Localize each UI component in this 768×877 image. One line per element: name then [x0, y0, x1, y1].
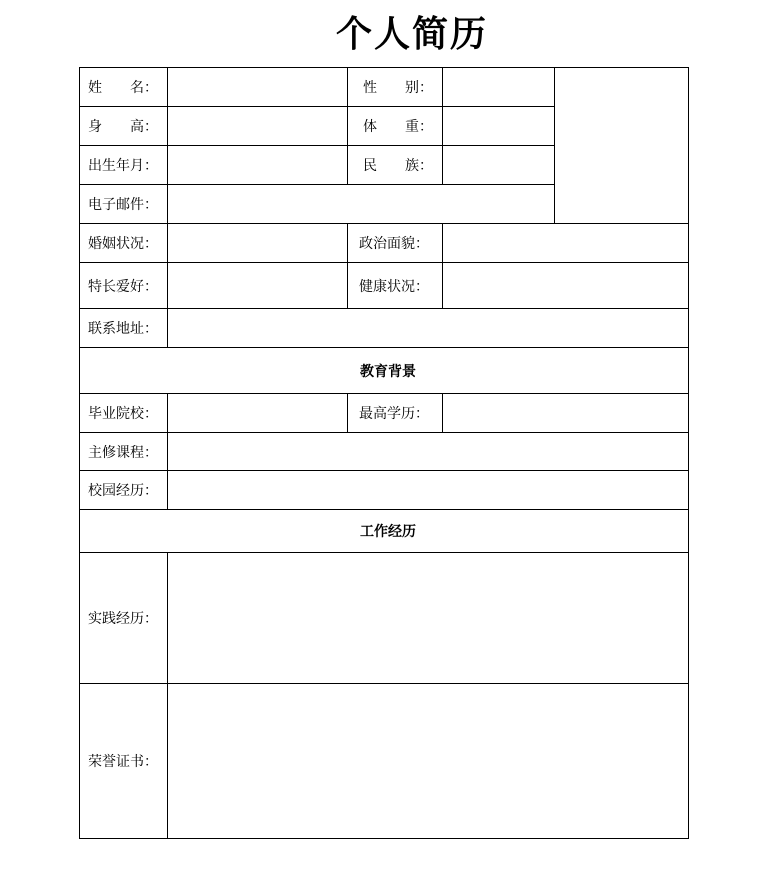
value-honors[interactable]: [168, 684, 689, 839]
value-marital[interactable]: [168, 224, 348, 263]
label-degree: 最高学历：: [348, 394, 443, 433]
row-section-education: [80, 348, 689, 394]
label-address: 联系地址：: [80, 309, 168, 348]
label-campus: 校园经历：: [80, 471, 168, 510]
value-birth[interactable]: [168, 146, 348, 185]
value-email[interactable]: [168, 185, 555, 224]
label-honors: 荣誉证书：: [80, 684, 168, 839]
value-weight[interactable]: [443, 107, 555, 146]
row-honors: [80, 684, 689, 839]
label-email: 电子邮件：: [80, 185, 168, 224]
label-ethnicity: 民 族：: [348, 146, 443, 185]
row-name-gender: [80, 68, 689, 107]
label-gender: 性 别：: [348, 68, 443, 107]
row-campus: [80, 471, 689, 510]
row-address: [80, 309, 689, 348]
label-political: 政治面貌：: [348, 224, 443, 263]
label-hobbies: 特长爱好：: [80, 263, 168, 309]
label-height: 身 高：: [80, 107, 168, 146]
label-major-courses: 主修课程：: [80, 433, 168, 471]
page-title: 个人简历: [335, 13, 488, 55]
row-major-courses: [80, 433, 689, 471]
resume-table: [79, 67, 689, 839]
row-hobbies-health: [80, 263, 689, 309]
value-campus[interactable]: [168, 471, 689, 510]
value-political[interactable]: [443, 224, 689, 263]
value-address[interactable]: [168, 309, 689, 348]
value-degree[interactable]: [443, 394, 689, 433]
value-school[interactable]: [168, 394, 348, 433]
label-name: 姓 名：: [80, 68, 168, 107]
label-school: 毕业院校：: [80, 394, 168, 433]
value-health[interactable]: [443, 263, 689, 309]
label-health: 健康状况：: [348, 263, 443, 309]
value-major-courses[interactable]: [168, 433, 689, 471]
value-ethnicity[interactable]: [443, 146, 555, 185]
value-hobbies[interactable]: [168, 263, 348, 309]
section-education-heading: 教育背景: [80, 348, 689, 394]
row-marital-political: [80, 224, 689, 263]
value-gender[interactable]: [443, 68, 555, 107]
row-school-degree: [80, 394, 689, 433]
row-section-work: [80, 510, 689, 553]
section-work-heading: 工作经历: [80, 510, 689, 553]
value-practice[interactable]: [168, 553, 689, 684]
value-name[interactable]: [168, 68, 348, 107]
value-height[interactable]: [168, 107, 348, 146]
label-weight: 体 重：: [348, 107, 443, 146]
photo-cell[interactable]: [555, 68, 689, 224]
label-practice: 实践经历：: [80, 553, 168, 684]
row-practice: [80, 553, 689, 684]
label-marital: 婚姻状况：: [80, 224, 168, 263]
label-birth: 出生年月：: [80, 146, 168, 185]
